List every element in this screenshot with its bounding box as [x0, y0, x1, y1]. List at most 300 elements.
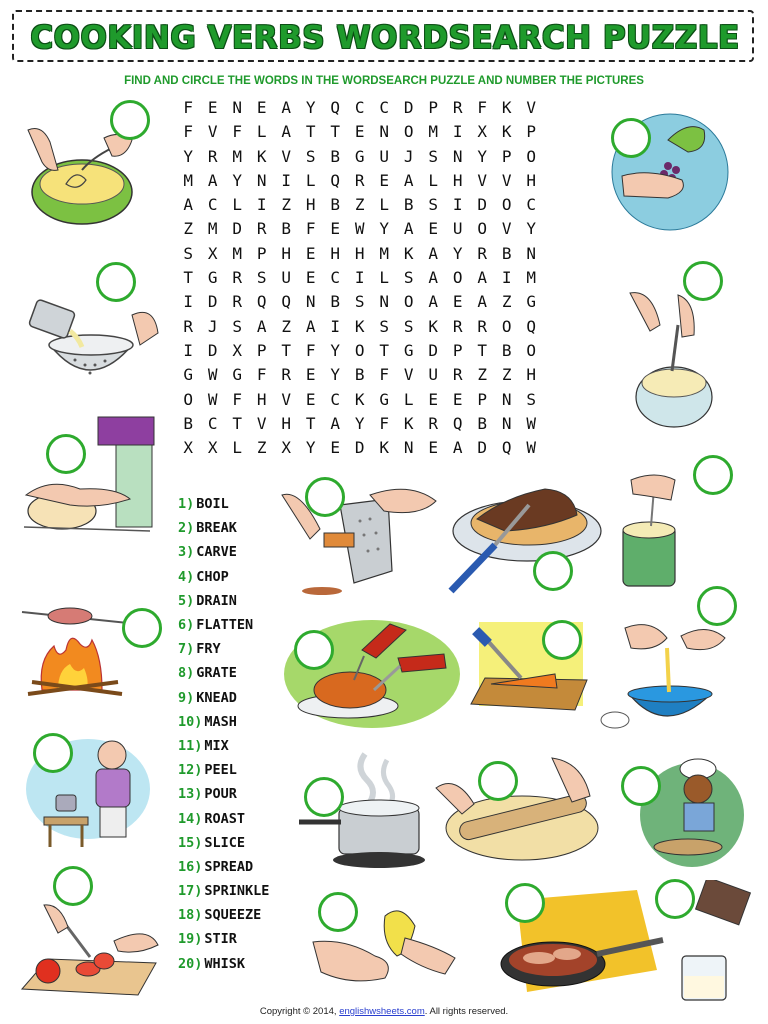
grid-cell[interactable]: N	[305, 292, 316, 312]
word-number: 17)	[178, 883, 203, 900]
grid-cell[interactable]: R	[452, 98, 463, 117]
grid-cell[interactable]: C	[526, 195, 537, 215]
grid-cell[interactable]: Q	[526, 316, 537, 336]
grid-cell[interactable]: G	[379, 389, 390, 409]
grid-cell[interactable]: S	[403, 316, 414, 336]
number-circle-grate[interactable]	[305, 477, 345, 517]
grid-cell[interactable]: S	[232, 316, 243, 336]
word-number: 13)	[178, 786, 203, 803]
word-number: 1)	[178, 496, 195, 513]
grid-cell[interactable]: Q	[281, 292, 292, 312]
word-number: 10)	[178, 713, 203, 730]
word-number: 15)	[178, 834, 203, 851]
grid-cell[interactable]: A	[281, 122, 292, 142]
grid-cell[interactable]: S	[256, 268, 267, 288]
grid-cell[interactable]: B	[330, 195, 341, 215]
grid-cell[interactable]: E	[330, 219, 341, 239]
grid-cell[interactable]: I	[183, 340, 194, 360]
grid-cell[interactable]: F	[232, 122, 243, 142]
grid-cell[interactable]: E	[305, 365, 316, 385]
grid-cell[interactable]: K	[403, 413, 414, 433]
grid-cell[interactable]: M	[428, 122, 439, 142]
grid-cell[interactable]: H	[330, 243, 341, 263]
grid-cell[interactable]: X	[232, 340, 243, 360]
grid-cell[interactable]: B	[354, 365, 365, 385]
grid-cell[interactable]: A	[305, 316, 316, 336]
word-label: CHOP	[196, 568, 229, 585]
word-label: SQUEEZE	[204, 907, 262, 924]
grid-cell[interactable]: W	[207, 389, 218, 409]
grid-cell[interactable]: Y	[379, 219, 390, 239]
grid-cell[interactable]: R	[207, 146, 218, 166]
grid-cell[interactable]: F	[379, 365, 390, 385]
grid-cell[interactable]: H	[281, 413, 292, 433]
grid-cell[interactable]: J	[403, 146, 414, 166]
grid-cell[interactable]: K	[501, 98, 512, 117]
grid-cell[interactable]: E	[305, 243, 316, 263]
grid-cell[interactable]: D	[477, 195, 488, 215]
grid-cell[interactable]: N	[403, 438, 414, 458]
number-circle-spread[interactable]	[533, 551, 573, 591]
grid-cell[interactable]: G	[183, 365, 194, 385]
grid-cell[interactable]: G	[207, 268, 218, 288]
grid-cell[interactable]: Y	[452, 243, 463, 263]
grid-cell[interactable]: Z	[501, 365, 512, 385]
grid-cell[interactable]: R	[281, 365, 292, 385]
grid-cell[interactable]: B	[501, 243, 512, 263]
grid-cell[interactable]: X	[477, 122, 488, 142]
grid-cell[interactable]: Y	[305, 98, 316, 117]
grid-row	[176, 98, 544, 122]
grid-cell[interactable]: Q	[330, 98, 341, 117]
grid-cell[interactable]: A	[281, 98, 292, 117]
grid-row	[176, 122, 544, 146]
word-number: 7)	[178, 641, 195, 658]
grid-cell[interactable]: V	[501, 170, 512, 190]
grid-cell[interactable]: R	[232, 268, 243, 288]
grid-cell[interactable]: Z	[183, 219, 194, 239]
grid-cell[interactable]: L	[428, 170, 439, 190]
number-circle-flatten[interactable]	[478, 761, 518, 801]
list-item	[178, 637, 269, 661]
footer-copyright: Copyright © 2014,	[259, 1006, 340, 1017]
grid-cell[interactable]: Y	[354, 413, 365, 433]
grid-cell[interactable]: A	[428, 268, 439, 288]
grid-cell[interactable]: R	[256, 219, 267, 239]
number-circle-roast-fire[interactable]	[122, 608, 162, 648]
grid-cell[interactable]: V	[256, 413, 267, 433]
grid-cell[interactable]: L	[256, 122, 267, 142]
grid-cell[interactable]: F	[477, 98, 488, 117]
grid-cell[interactable]: M	[379, 243, 390, 263]
grid-cell[interactable]: H	[526, 365, 537, 385]
grid-cell[interactable]: I	[452, 195, 463, 215]
grid-cell[interactable]: R	[477, 316, 488, 336]
grid-cell[interactable]: M	[207, 219, 218, 239]
grid-cell[interactable]: H	[354, 243, 365, 263]
grid-cell[interactable]: D	[403, 98, 414, 117]
grid-cell[interactable]: S	[403, 268, 414, 288]
grid-row	[176, 268, 544, 292]
grid-cell[interactable]: Y	[526, 219, 537, 239]
grid-cell[interactable]: P	[452, 340, 463, 360]
grid-cell[interactable]: N	[379, 122, 390, 142]
word-number: 8)	[178, 665, 195, 682]
grid-cell[interactable]: N	[256, 170, 267, 190]
number-circle-fry[interactable]	[505, 883, 545, 923]
grid-cell[interactable]: N	[526, 243, 537, 263]
grid-cell[interactable]: G	[526, 292, 537, 312]
word-number: 12)	[178, 762, 203, 779]
grid-cell[interactable]: D	[354, 438, 365, 458]
grid-cell[interactable]: D	[428, 340, 439, 360]
grid-cell[interactable]: X	[207, 243, 218, 263]
grid-cell[interactable]: M	[183, 170, 194, 190]
number-circle-pour[interactable]	[33, 733, 73, 773]
grid-cell[interactable]: S	[354, 292, 365, 312]
grid-cell[interactable]: Q	[452, 413, 463, 433]
grid-cell[interactable]: O	[501, 316, 512, 336]
grid-cell[interactable]: E	[354, 122, 365, 142]
grid-cell[interactable]: N	[501, 389, 512, 409]
list-item	[178, 540, 269, 564]
grid-cell[interactable]: K	[256, 146, 267, 166]
grid-cell[interactable]: J	[207, 316, 218, 336]
grid-cell[interactable]: U	[281, 268, 292, 288]
grid-cell[interactable]: I	[183, 292, 194, 312]
grid-cell[interactable]: A	[256, 316, 267, 336]
grid-cell[interactable]: L	[379, 195, 390, 215]
grid-cell[interactable]: O	[403, 122, 414, 142]
grid-cell[interactable]: R	[354, 170, 365, 190]
list-item	[178, 879, 269, 903]
grid-cell[interactable]: E	[452, 389, 463, 409]
grid-cell[interactable]: H	[281, 243, 292, 263]
grid-cell[interactable]: Q	[330, 170, 341, 190]
grid-cell[interactable]: X	[183, 438, 194, 458]
grid-cell[interactable]: F	[379, 413, 390, 433]
footer-link[interactable]: englishwsheets.com	[339, 1006, 425, 1017]
grid-cell[interactable]: X	[207, 438, 218, 458]
grid-cell[interactable]: A	[403, 219, 414, 239]
grid-cell[interactable]: L	[232, 438, 243, 458]
grid-cell[interactable]: O	[526, 146, 537, 166]
grid-cell[interactable]: O	[403, 292, 414, 312]
grid-cell[interactable]: G	[354, 146, 365, 166]
word-number: 2)	[178, 520, 195, 537]
list-item	[178, 806, 269, 830]
grid-cell[interactable]: Z	[501, 292, 512, 312]
grid-cell[interactable]: U	[452, 219, 463, 239]
number-circle-grapes[interactable]	[611, 118, 651, 158]
grid-cell[interactable]: K	[354, 389, 365, 409]
grid-cell[interactable]: A	[477, 268, 488, 288]
grid-cell[interactable]: K	[428, 316, 439, 336]
list-item	[178, 831, 269, 855]
grid-cell[interactable]: E	[305, 389, 316, 409]
grid-cell[interactable]: V	[526, 98, 537, 117]
grid-cell[interactable]: M	[232, 146, 243, 166]
grid-cell[interactable]: I	[281, 170, 292, 190]
grid-cell[interactable]: N	[379, 292, 390, 312]
word-number: 6)	[178, 617, 195, 634]
number-circle-drain[interactable]	[96, 262, 136, 302]
grid-cell[interactable]: K	[354, 316, 365, 336]
grid-cell[interactable]: O	[526, 340, 537, 360]
grid-cell[interactable]: P	[256, 243, 267, 263]
grid-cell[interactable]: A	[477, 292, 488, 312]
list-item	[178, 613, 269, 637]
grid-cell[interactable]: E	[428, 438, 439, 458]
grid-cell[interactable]: Y	[330, 340, 341, 360]
grid-cell[interactable]: Z	[477, 365, 488, 385]
grid-cell[interactable]: F	[305, 340, 316, 360]
grid-cell[interactable]: R	[452, 365, 463, 385]
grid-cell[interactable]: T	[477, 340, 488, 360]
grid-cell[interactable]: E	[428, 219, 439, 239]
grid-cell[interactable]: A	[207, 170, 218, 190]
grid-cell[interactable]: B	[501, 340, 512, 360]
grid-cell[interactable]: U	[379, 146, 390, 166]
grid-row	[176, 365, 544, 389]
grid-cell[interactable]: C	[330, 389, 341, 409]
grid-cell[interactable]: M	[526, 268, 537, 288]
number-circle-sprinkle[interactable]	[621, 766, 661, 806]
grid-cell[interactable]: H	[256, 389, 267, 409]
grid-cell[interactable]: P	[501, 146, 512, 166]
grid-cell[interactable]: I	[452, 122, 463, 142]
page-title: COOKING VERBS WORDSEARCH PUZZLE	[30, 20, 740, 56]
grid-cell[interactable]: L	[305, 170, 316, 190]
grid-cell[interactable]: T	[305, 413, 316, 433]
grid-cell[interactable]: C	[207, 413, 218, 433]
number-circle-chop[interactable]	[542, 620, 582, 660]
grid-cell[interactable]: C	[379, 98, 390, 117]
grid-cell[interactable]: O	[183, 389, 194, 409]
grid-cell[interactable]: X	[281, 438, 292, 458]
word-label: SLICE	[204, 834, 246, 851]
grid-cell[interactable]: Y	[330, 365, 341, 385]
grid-cell[interactable]: B	[330, 292, 341, 312]
grid-cell[interactable]: K	[403, 243, 414, 263]
knead-picture	[20, 415, 160, 540]
grid-cell[interactable]: V	[501, 219, 512, 239]
grid-cell[interactable]: F	[232, 389, 243, 409]
number-circle-mash[interactable]	[683, 261, 723, 301]
number-circle-peel[interactable]	[318, 892, 358, 932]
word-number: 14)	[178, 810, 203, 827]
number-circle-stir[interactable]	[693, 455, 733, 495]
grid-cell[interactable]: A	[183, 195, 194, 215]
grid-cell[interactable]: R	[428, 413, 439, 433]
grid-cell[interactable]: N	[232, 98, 243, 117]
grid-cell[interactable]: B	[330, 146, 341, 166]
list-item	[178, 782, 269, 806]
grid-cell[interactable]: F	[183, 98, 194, 117]
word-number: 19)	[178, 931, 203, 948]
grid-cell[interactable]: I	[501, 268, 512, 288]
grid-cell[interactable]: V	[281, 146, 292, 166]
grid-row	[176, 147, 544, 171]
grid-cell[interactable]: Y	[232, 170, 243, 190]
grid-cell[interactable]: E	[305, 268, 316, 288]
grid-row	[176, 341, 544, 365]
number-circle-carve[interactable]	[294, 630, 334, 670]
grid-cell[interactable]: S	[526, 389, 537, 409]
grid-cell[interactable]: S	[183, 243, 194, 263]
grid-cell[interactable]: W	[207, 365, 218, 385]
grid-cell[interactable]: T	[379, 340, 390, 360]
grid-cell[interactable]: V	[403, 365, 414, 385]
grid-cell[interactable]: F	[256, 365, 267, 385]
grid-cell[interactable]: P	[477, 389, 488, 409]
grid-cell[interactable]: Z	[281, 316, 292, 336]
grid-cell[interactable]: I	[330, 316, 341, 336]
grid-cell[interactable]: B	[477, 413, 488, 433]
grid-cell[interactable]: T	[232, 413, 243, 433]
grid-cell[interactable]: S	[379, 316, 390, 336]
grid-cell[interactable]: A	[428, 243, 439, 263]
number-circle-boil[interactable]	[304, 777, 344, 817]
word-label: MASH	[204, 713, 237, 730]
grid-cell[interactable]: V	[207, 122, 218, 142]
grid-cell[interactable]: C	[207, 195, 218, 215]
number-circle-slice-tomato[interactable]	[53, 866, 93, 906]
word-list	[178, 492, 269, 976]
grid-cell[interactable]: T	[305, 122, 316, 142]
grid-cell[interactable]: K	[379, 438, 390, 458]
grid-cell[interactable]: Y	[305, 438, 316, 458]
grid-cell[interactable]: F	[305, 219, 316, 239]
grid-cell[interactable]: E	[428, 389, 439, 409]
grid-row	[176, 317, 544, 341]
grid-cell[interactable]: S	[428, 146, 439, 166]
grid-cell[interactable]: C	[330, 268, 341, 288]
grid-cell[interactable]: A	[452, 438, 463, 458]
grid-cell[interactable]: M	[232, 243, 243, 263]
word-number: 4)	[178, 568, 195, 585]
number-circle-whisk[interactable]	[110, 100, 150, 140]
grid-cell[interactable]: I	[354, 268, 365, 288]
grid-cell[interactable]: O	[354, 340, 365, 360]
footer	[0, 1006, 768, 1017]
grid-cell[interactable]: H	[526, 170, 537, 190]
grid-cell[interactable]: A	[403, 170, 414, 190]
grid-cell[interactable]: G	[232, 365, 243, 385]
number-circle-break-egg[interactable]	[697, 586, 737, 626]
grid-cell[interactable]: D	[232, 219, 243, 239]
instructions: FIND AND CIRCLE THE WORDS IN THE WORDSEARCH PUZZLE AND NUMBER THE PICTURES	[124, 75, 644, 87]
grid-cell[interactable]: D	[207, 292, 218, 312]
list-item	[178, 952, 269, 976]
grid-cell[interactable]: E	[256, 98, 267, 117]
grid-cell[interactable]: N	[501, 413, 512, 433]
grid-cell[interactable]: R	[232, 292, 243, 312]
list-item	[178, 661, 269, 685]
grid-cell[interactable]: U	[428, 365, 439, 385]
grid-cell[interactable]: V	[281, 389, 292, 409]
word-label: STIR	[204, 931, 237, 948]
grid-cell[interactable]: H	[452, 170, 463, 190]
grid-cell[interactable]: R	[477, 243, 488, 263]
grid-cell[interactable]: O	[452, 268, 463, 288]
grid-cell[interactable]: Y	[477, 146, 488, 166]
list-item	[178, 686, 269, 710]
grid-cell[interactable]: L	[232, 195, 243, 215]
list-item	[178, 927, 269, 951]
wordsearch-grid[interactable]	[176, 98, 544, 462]
grid-cell[interactable]: O	[501, 195, 512, 215]
grid-cell[interactable]: A	[330, 413, 341, 433]
break-egg-picture	[595, 608, 745, 743]
grid-cell[interactable]: B	[281, 219, 292, 239]
mash-picture	[620, 285, 745, 440]
grid-cell[interactable]: I	[256, 195, 267, 215]
grid-cell[interactable]: R	[183, 316, 194, 336]
grid-cell[interactable]: L	[403, 389, 414, 409]
grid-cell[interactable]: T	[281, 340, 292, 360]
grid-cell[interactable]: P	[256, 340, 267, 360]
grid-cell[interactable]: B	[183, 413, 194, 433]
grid-cell[interactable]: H	[305, 195, 316, 215]
grid-cell[interactable]: C	[354, 98, 365, 117]
grid-cell[interactable]: R	[452, 316, 463, 336]
grid-cell[interactable]: S	[305, 146, 316, 166]
title-box	[12, 10, 754, 62]
grid-cell[interactable]: Z	[281, 195, 292, 215]
grid-cell[interactable]: E	[330, 438, 341, 458]
grid-cell[interactable]: W	[526, 413, 537, 433]
grid-cell[interactable]: K	[501, 122, 512, 142]
grid-cell[interactable]: A	[428, 292, 439, 312]
grid-cell[interactable]: D	[477, 438, 488, 458]
word-label: WHISK	[204, 955, 246, 972]
grid-cell[interactable]: Z	[354, 195, 365, 215]
grid-cell[interactable]: W	[526, 438, 537, 458]
word-label: KNEAD	[196, 689, 237, 706]
grid-cell[interactable]: T	[183, 268, 194, 288]
grid-cell[interactable]: P	[428, 98, 439, 117]
grid-cell[interactable]: V	[477, 170, 488, 190]
grid-cell[interactable]: T	[330, 122, 341, 142]
grid-cell[interactable]: B	[403, 195, 414, 215]
word-number: 9)	[178, 689, 195, 706]
grid-cell[interactable]: Q	[256, 292, 267, 312]
grid-row	[176, 292, 544, 316]
grid-cell[interactable]: D	[207, 340, 218, 360]
word-number: 18)	[178, 907, 203, 924]
grid-cell[interactable]: Y	[183, 146, 194, 166]
grid-cell[interactable]: S	[428, 195, 439, 215]
list-item	[178, 710, 269, 734]
grid-cell[interactable]: N	[452, 146, 463, 166]
grid-cell[interactable]: L	[379, 268, 390, 288]
grid-cell[interactable]: E	[452, 292, 463, 312]
grid-cell[interactable]: G	[403, 340, 414, 360]
grid-cell[interactable]: P	[526, 122, 537, 142]
number-circle-knead[interactable]	[46, 434, 86, 474]
grid-cell[interactable]: Z	[256, 438, 267, 458]
grid-cell[interactable]: F	[183, 122, 194, 142]
list-item	[178, 855, 269, 879]
grid-row	[176, 195, 544, 219]
grid-cell[interactable]: O	[477, 219, 488, 239]
grid-row	[176, 171, 544, 195]
grid-cell[interactable]: Q	[501, 438, 512, 458]
grid-cell[interactable]: W	[354, 219, 365, 239]
grid-cell[interactable]: E	[207, 98, 218, 117]
grid-cell[interactable]: E	[379, 170, 390, 190]
